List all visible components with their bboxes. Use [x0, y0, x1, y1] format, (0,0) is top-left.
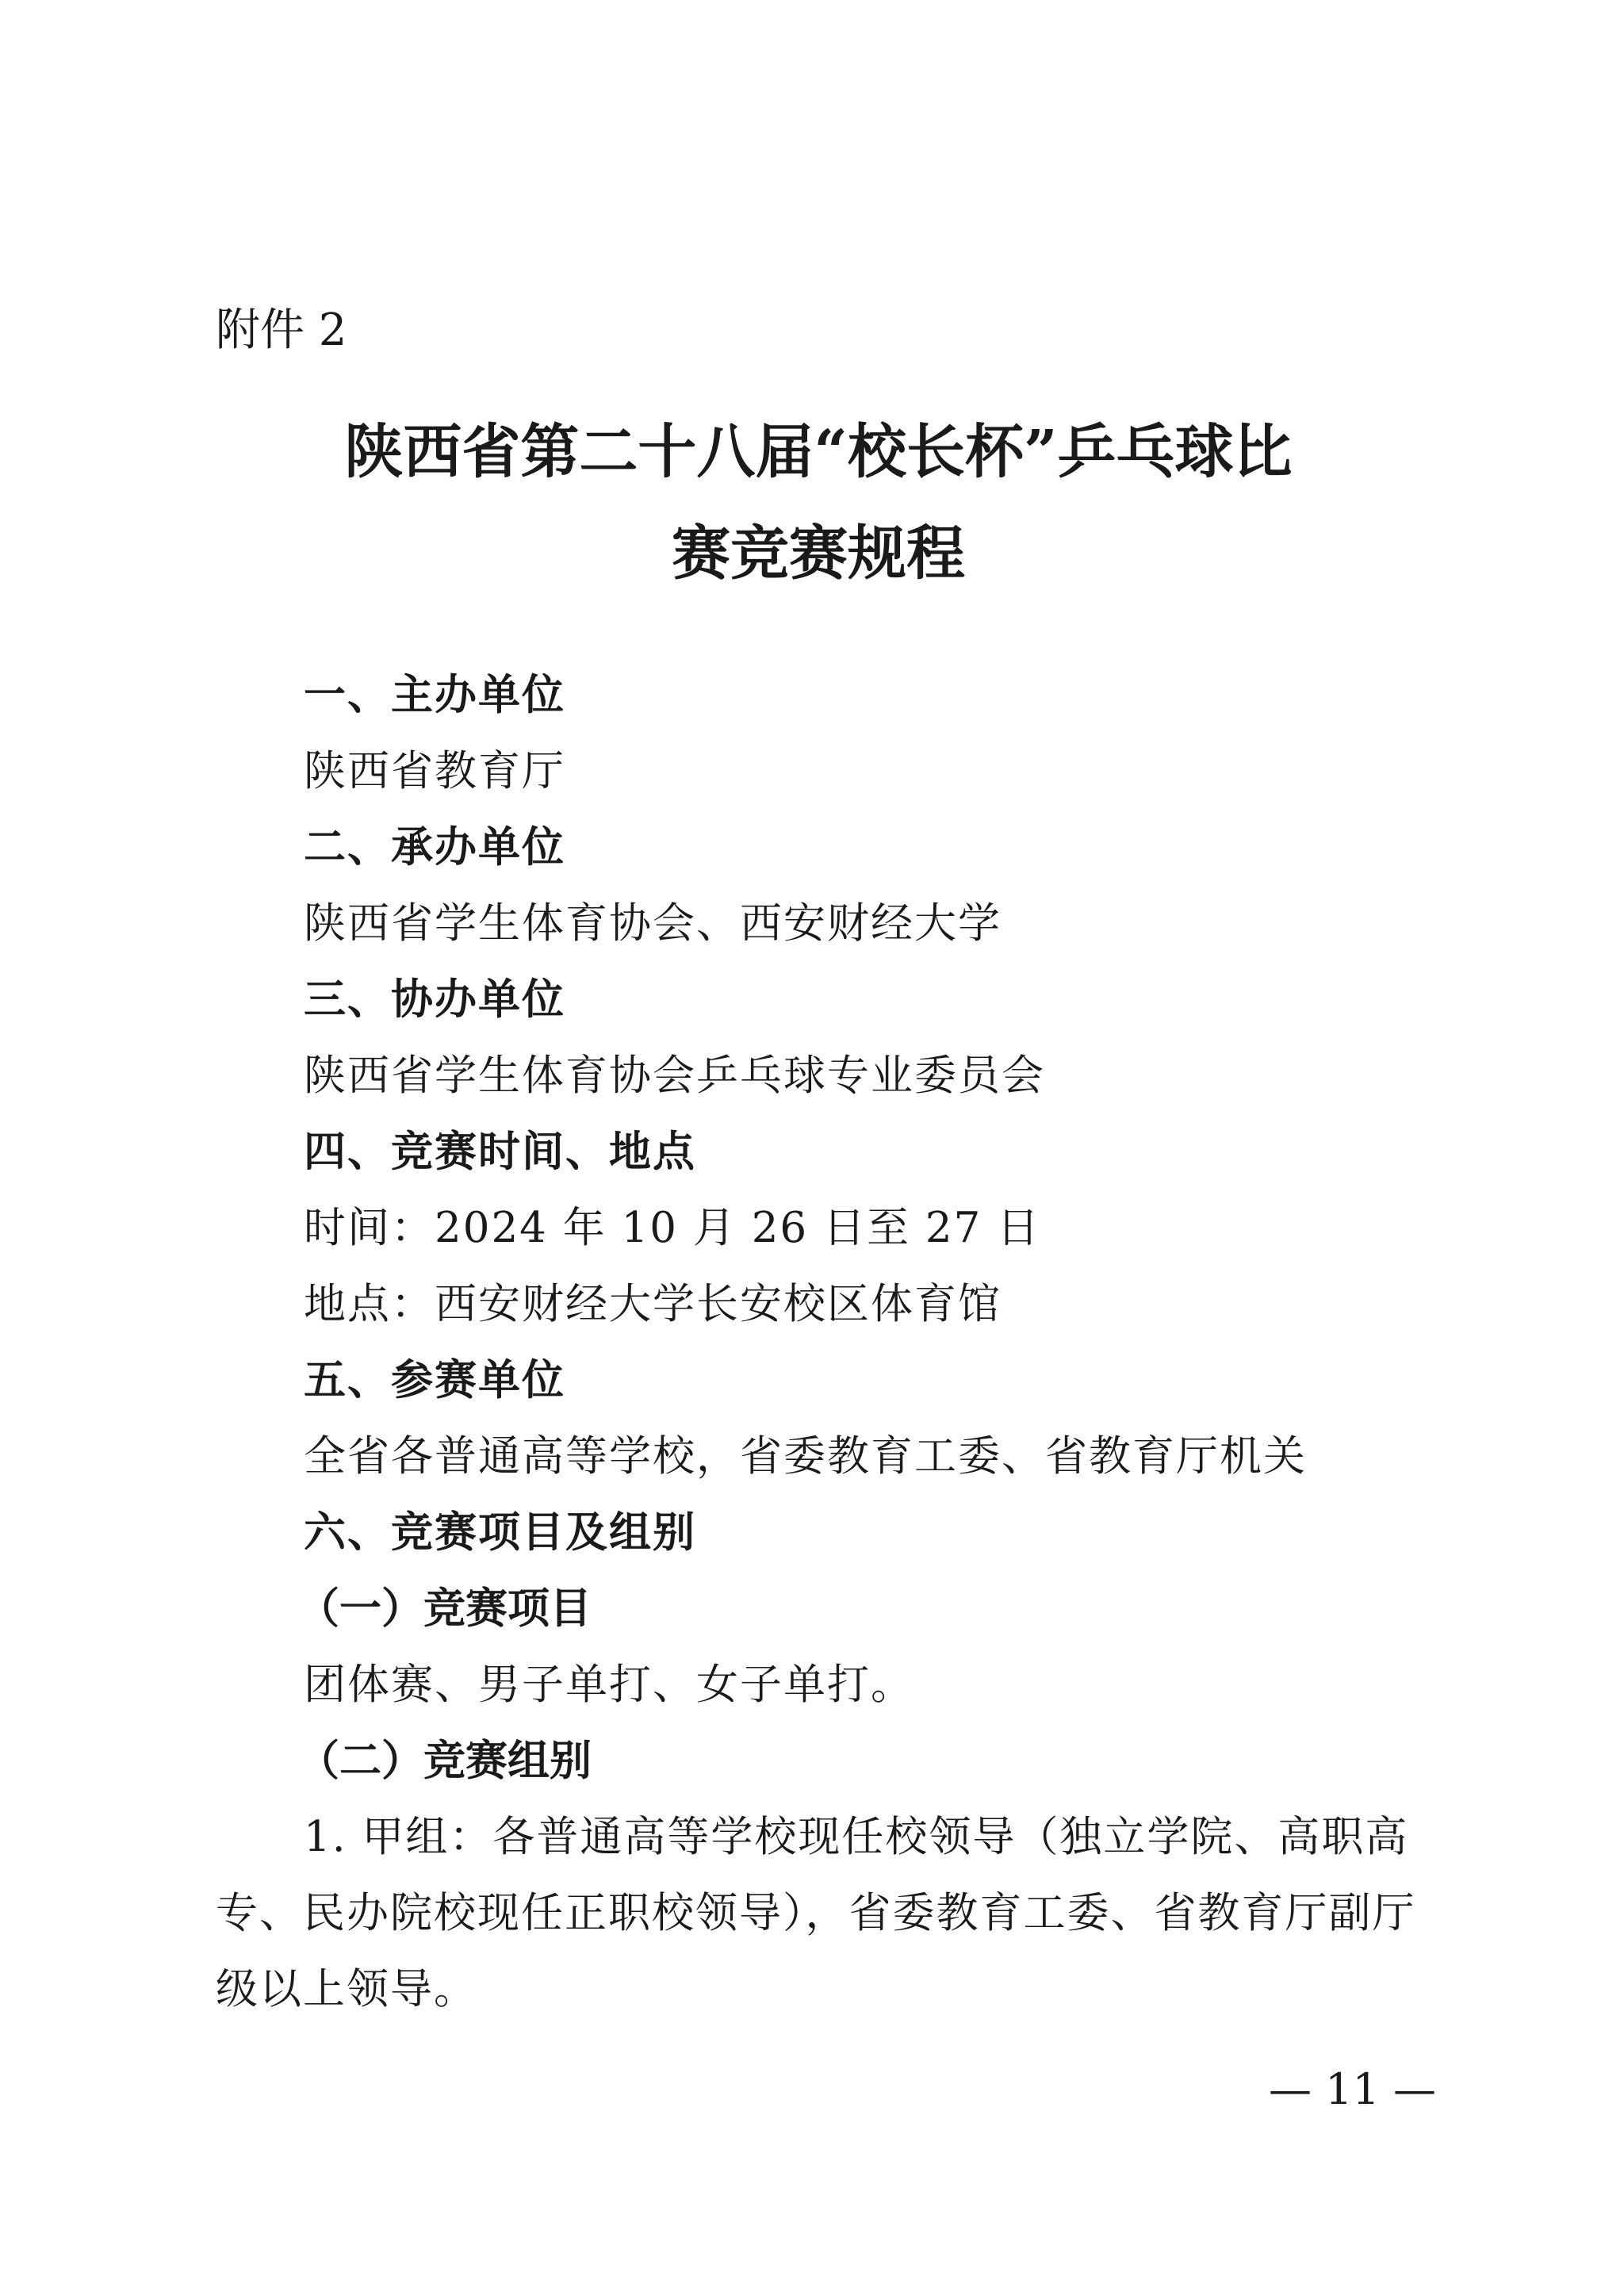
annex-label: 附件 2	[216, 305, 347, 356]
subsection-text-events: 团体赛、男子单打、女子单打。	[304, 1661, 914, 1709]
section-text-time: 时间：2024 年 10 月 26 日至 27 日	[304, 1204, 1041, 1252]
document-title-line-1: 陕西省第二十八届“校长杯”乒乓球比	[344, 418, 1293, 486]
paragraph-group-a-line-2: 专、民办院校现任正职校领导），省委教育工委、省教育厅副厅	[216, 1889, 1416, 1937]
paragraph-group-a-line-1: 1. 甲组：各普通高等学校现任校领导（独立学院、高职高	[304, 1813, 1409, 1861]
section-text-co-organizer: 陕西省学生体育协会乒乓球专业委员会	[304, 1052, 1045, 1100]
section-heading-events-groups: 六、竞赛项目及组别	[304, 1508, 696, 1557]
section-text-place: 地点：西安财经大学长安校区体育馆	[304, 1280, 1002, 1328]
paragraph-group-a-line-3: 级以上领导。	[216, 1965, 477, 2013]
section-heading-participants: 五、参赛单位	[304, 1356, 565, 1404]
section-text-participants: 全省各普通高等学校，省委教育工委、省教育厅机关	[304, 1432, 1307, 1481]
section-heading-organizer: 一、主办单位	[304, 671, 565, 719]
section-text-host: 陕西省学生体育协会、西安财经大学	[304, 899, 1002, 948]
page-number: — 11 —	[1269, 2064, 1437, 2114]
subsection-heading-events: （一）竞赛项目	[297, 1584, 592, 1633]
section-text-organizer: 陕西省教育厅	[304, 747, 565, 795]
subsection-heading-groups: （二）竞赛组别	[297, 1737, 592, 1785]
section-heading-co-organizer: 三、协办单位	[304, 975, 565, 1024]
document-title-line-2: 赛竞赛规程	[672, 519, 965, 588]
section-heading-host: 二、承办单位	[304, 823, 565, 872]
section-heading-time-place: 四、竞赛时间、地点	[304, 1128, 696, 1176]
